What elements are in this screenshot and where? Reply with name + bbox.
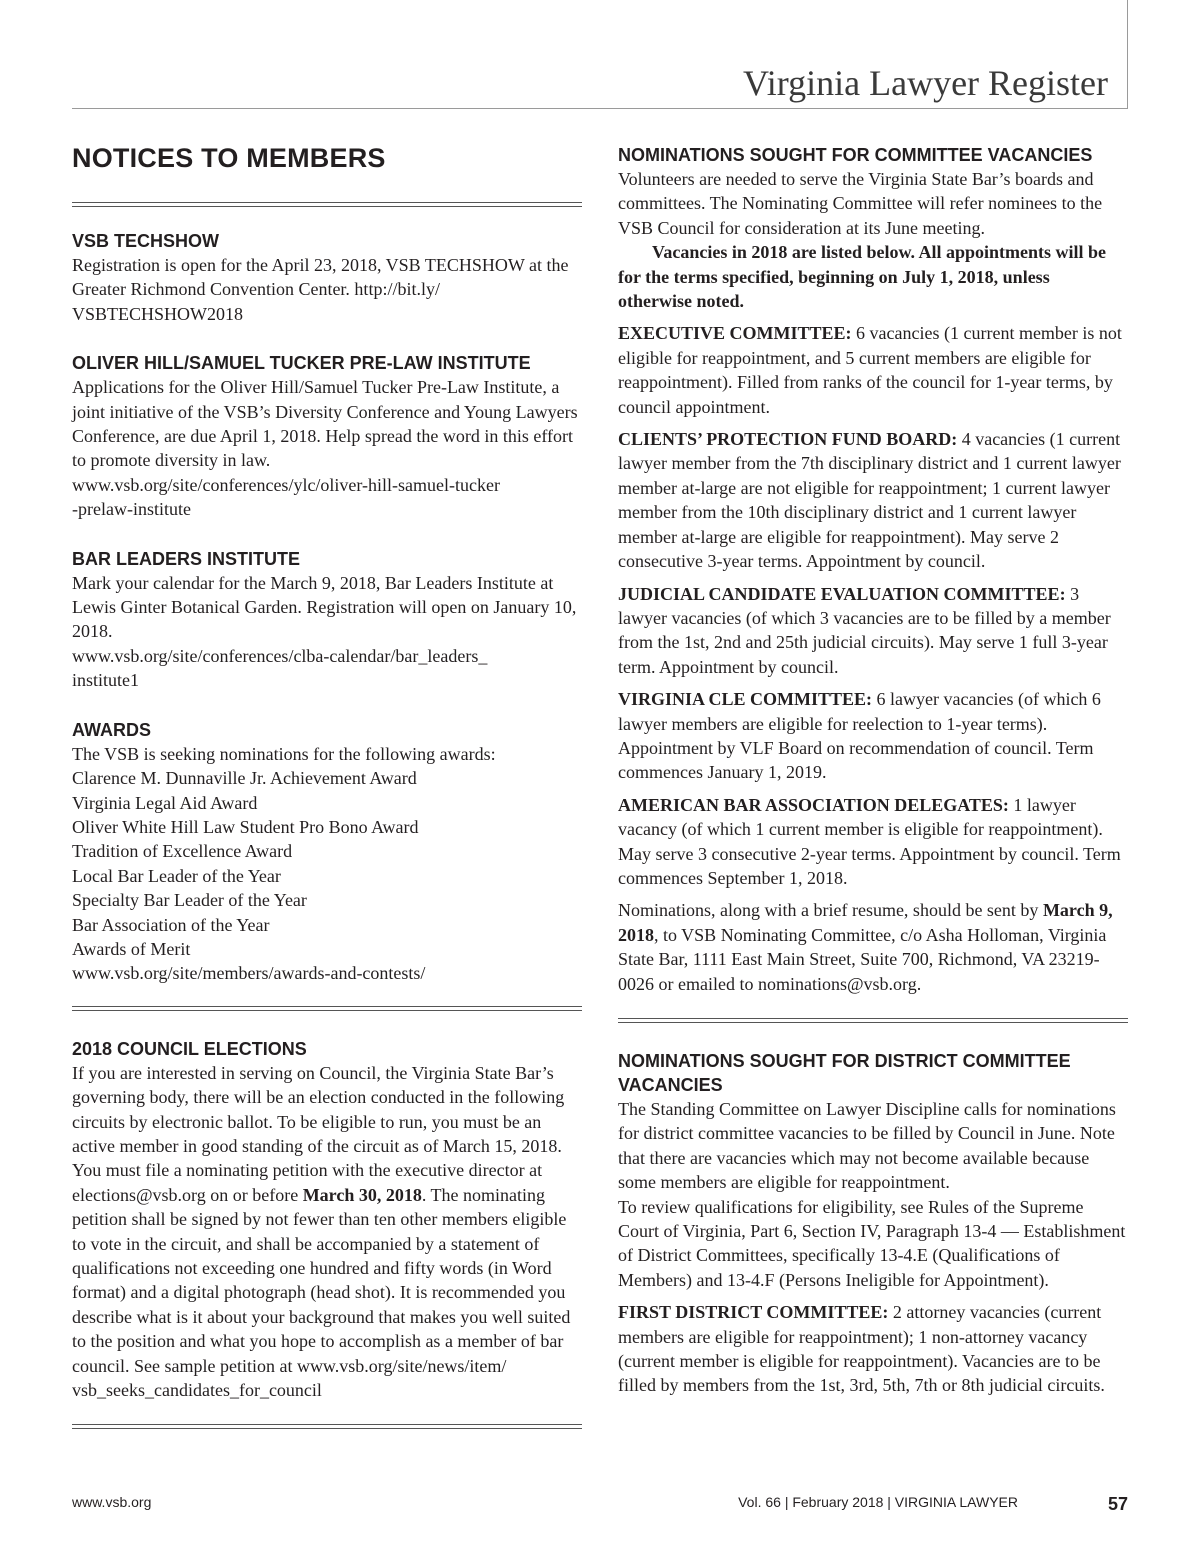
awards-heading: AWARDS xyxy=(72,719,152,740)
bar-leaders-section xyxy=(72,547,582,693)
bar-leaders-heading: BAR LEADERS INSTITUTE xyxy=(72,548,301,569)
first-district-entry: FIRST DISTRICT COMMITTEE: 2 attorney vacancies (current members are eligible for reappointment); 1 non-attorney vacancy (current member is eligible for reappointment). Vacancies are to be filled by members from the 1st, 3rd, 5th, 7th or 8th judicial circuits. xyxy=(618,1302,1105,1396)
header-vertical-rule xyxy=(1127,0,1128,108)
prelaw-section xyxy=(72,351,582,521)
council-deadline: March 30, 2018 xyxy=(302,1184,422,1205)
section-divider xyxy=(72,202,582,207)
prelaw-link[interactable]: www.vsb.org/site/conferences/ylc/oliver-hill-samuel-tucker -prelaw-institute xyxy=(72,474,501,520)
bar-leaders-body: Mark your calendar for the March 9, 2018, Bar Leaders Institute at Lewis Ginter Botanical Garden. Registration will open on January 10, 2018. xyxy=(72,572,577,642)
council-heading: 2018 COUNCIL ELECTIONS xyxy=(72,1038,307,1059)
district-qualifications: To review qualifications for eligibility, see Rules of the Supreme Court of Virginia, Part 6, Section IV, Paragraph 13-4 — Establishment of District Committees, specifically 13-4.E (Qualifications of Members) and 13-4.F (Persons Ineligible for Appointment). xyxy=(618,1196,1126,1290)
list-item: Local Bar Leader of the Year xyxy=(72,865,281,886)
list-item: Tradition of Excellence Award xyxy=(72,841,293,862)
header-horizontal-rule xyxy=(72,108,1128,109)
list-item: Awards of Merit xyxy=(72,938,191,959)
committee-heading: NOMINATIONS SOUGHT FOR COMMITTEE VACANCIES xyxy=(618,145,1093,165)
council-body: If you are interested in serving on Council, the Virginia State Bar’s governing body, there will be an election conducted in the following circuits by electronic ballot. To be eligible to run, you must be an active member in good standing of the circuit as of March 15, 2018. You must file a nominating petition with the executive director at elections@vsb.org on or before March 30, 2018. The nominating petition shall be signed by not fewer than ten other members eligible to vote in the circuit, and shall be accompanied by a statement of qualifications not exceeding one hundred and fifty words (in Word format) and a digital photograph (head shot). It is recommended you describe what is it about your background that makes you well suited to the position and what you hope to accomplish as a member of bar council. See sample petition at www.vsb.org/site/news/item/ vsb_seeks_candidates_for_council xyxy=(72,1062,571,1401)
district-heading: NOMINATIONS SOUGHT FOR DISTRICT COMMITTEE VACANCIES xyxy=(618,1051,1071,1095)
committee-vacancies-section xyxy=(618,143,1128,996)
judicial-candidate-entry: JUDICIAL CANDIDATE EVALUATION COMMITTEE: 3 lawyer vacancies (of which 3 vacancies are to be filled by a member from the 1st, 2nd and 25th judicial circuits). May serve 1 full 3-year term. Appointment by council. xyxy=(618,583,1111,677)
committee-note: Vacancies in 2018 are listed below. All appointments will be for the terms specified, beginning on July 1, 2018, unless otherwise noted. xyxy=(618,242,1107,312)
left-column xyxy=(72,138,582,1429)
list-item: Clarence M. Dunnaville Jr. Achievement Award xyxy=(72,768,417,789)
awards-intro: The VSB is seeking nominations for the following awards: xyxy=(72,743,496,764)
virginia-cle-entry: VIRGINIA CLE COMMITTEE: 6 lawyer vacancies (of which 6 lawyer members are eligible for reelection to 1-year terms). Appointment by VLF Board on recommendation of council. Term commences January 1, 2019. xyxy=(618,689,1101,783)
techshow-section xyxy=(72,229,582,326)
list-item: Specialty Bar Leader of the Year xyxy=(72,890,307,911)
committee-intro: Volunteers are needed to serve the Virginia State Bar’s boards and committees. The Nominating Committee will refer nominees to the VSB Council for consideration at its June meeting. xyxy=(618,169,1103,238)
section-divider xyxy=(618,1018,1128,1023)
executive-committee-entry: EXECUTIVE COMMITTEE: 6 vacancies (1 current member is not eligible for reappointment, and 5 current members are eligible for reappointment). Filled from ranks of the council for 1-year terms, by council appointment. xyxy=(618,323,1122,417)
bar-leaders-link[interactable]: www.vsb.org/site/conferences/clba-calendar/bar_leaders_ institute1 xyxy=(72,645,488,691)
list-item: Virginia Legal Aid Award xyxy=(72,792,258,813)
techshow-body: Registration is open for the April 23, 2018, VSB TECHSHOW at the Greater Richmond Convention Center. http://bit.ly/ VSBTECHSHOW2018 xyxy=(72,255,569,324)
techshow-heading: VSB TECHSHOW xyxy=(72,231,220,251)
running-head: Virginia Lawyer Register xyxy=(742,63,1108,103)
page-number: 57 xyxy=(1107,1494,1128,1514)
district-vacancies-section xyxy=(618,1049,1128,1398)
aba-delegates-entry: AMERICAN BAR ASSOCIATION DELEGATES: 1 lawyer vacancy (of which 1 current member is eligible for reappointment). May serve 3 consecutive 2-year terms. Appointment by council. Term commences September 1, 2018. xyxy=(618,794,1121,888)
section-divider xyxy=(72,1006,582,1011)
list-item: Bar Association of the Year xyxy=(72,914,270,935)
list-item: Oliver White Hill Law Student Pro Bono Award xyxy=(72,816,419,837)
right-column xyxy=(618,143,1128,1398)
awards-section xyxy=(72,718,582,986)
prelaw-heading: OLIVER HILL/SAMUEL TUCKER PRE-LAW INSTITUTE xyxy=(72,353,531,374)
council-elections-section xyxy=(72,1037,582,1403)
district-body: The Standing Committee on Lawyer Discipline calls for nominations for district committee vacancies to be filled by Council in June. Note that there are vacancies which may not become available because some members are eligible for reappointment. xyxy=(618,1099,1116,1193)
page-title: NOTICES TO MEMBERS xyxy=(72,143,386,173)
section-divider xyxy=(72,1424,582,1429)
prelaw-body: Applications for the Oliver Hill/Samuel Tucker Pre-Law Institute, a joint initiative of the VSB’s Diversity Conference and Young Lawyers Conference, are due April 1, 2018. Help spread the word in this effort to promote diversity in law. xyxy=(72,377,578,471)
clients-protection-fund-entry: CLIENTS’ PROTECTION FUND BOARD: 4 vacancies (1 current lawyer member from the 7th disciplinary district and 1 current lawyer member at-large are not eligible for reappointment; 1 current lawyer member from the 10th disciplinary district and 1 current lawyer member at-large are eligible for reappointment). May serve 2 consecutive 3-year terms. Appointment by council. xyxy=(618,429,1121,572)
footer-issue: Vol. 66 | February 2018 | VIRGINIA LAWYER xyxy=(738,1494,1018,1510)
footer-url[interactable]: www.vsb.org xyxy=(72,1494,152,1510)
nominations-instructions: Nominations, along with a brief resume, should be sent by March 9, 2018, to VSB Nominating Committee, c/o Asha Holloman, Virginia State Bar, 1111 East Main Street, Suite 700, Richmond, VA 23219-0026 or emailed to nominations@vsb.org. xyxy=(618,900,1113,994)
awards-link[interactable]: www.vsb.org/site/members/awards-and-contests/ xyxy=(72,963,426,984)
